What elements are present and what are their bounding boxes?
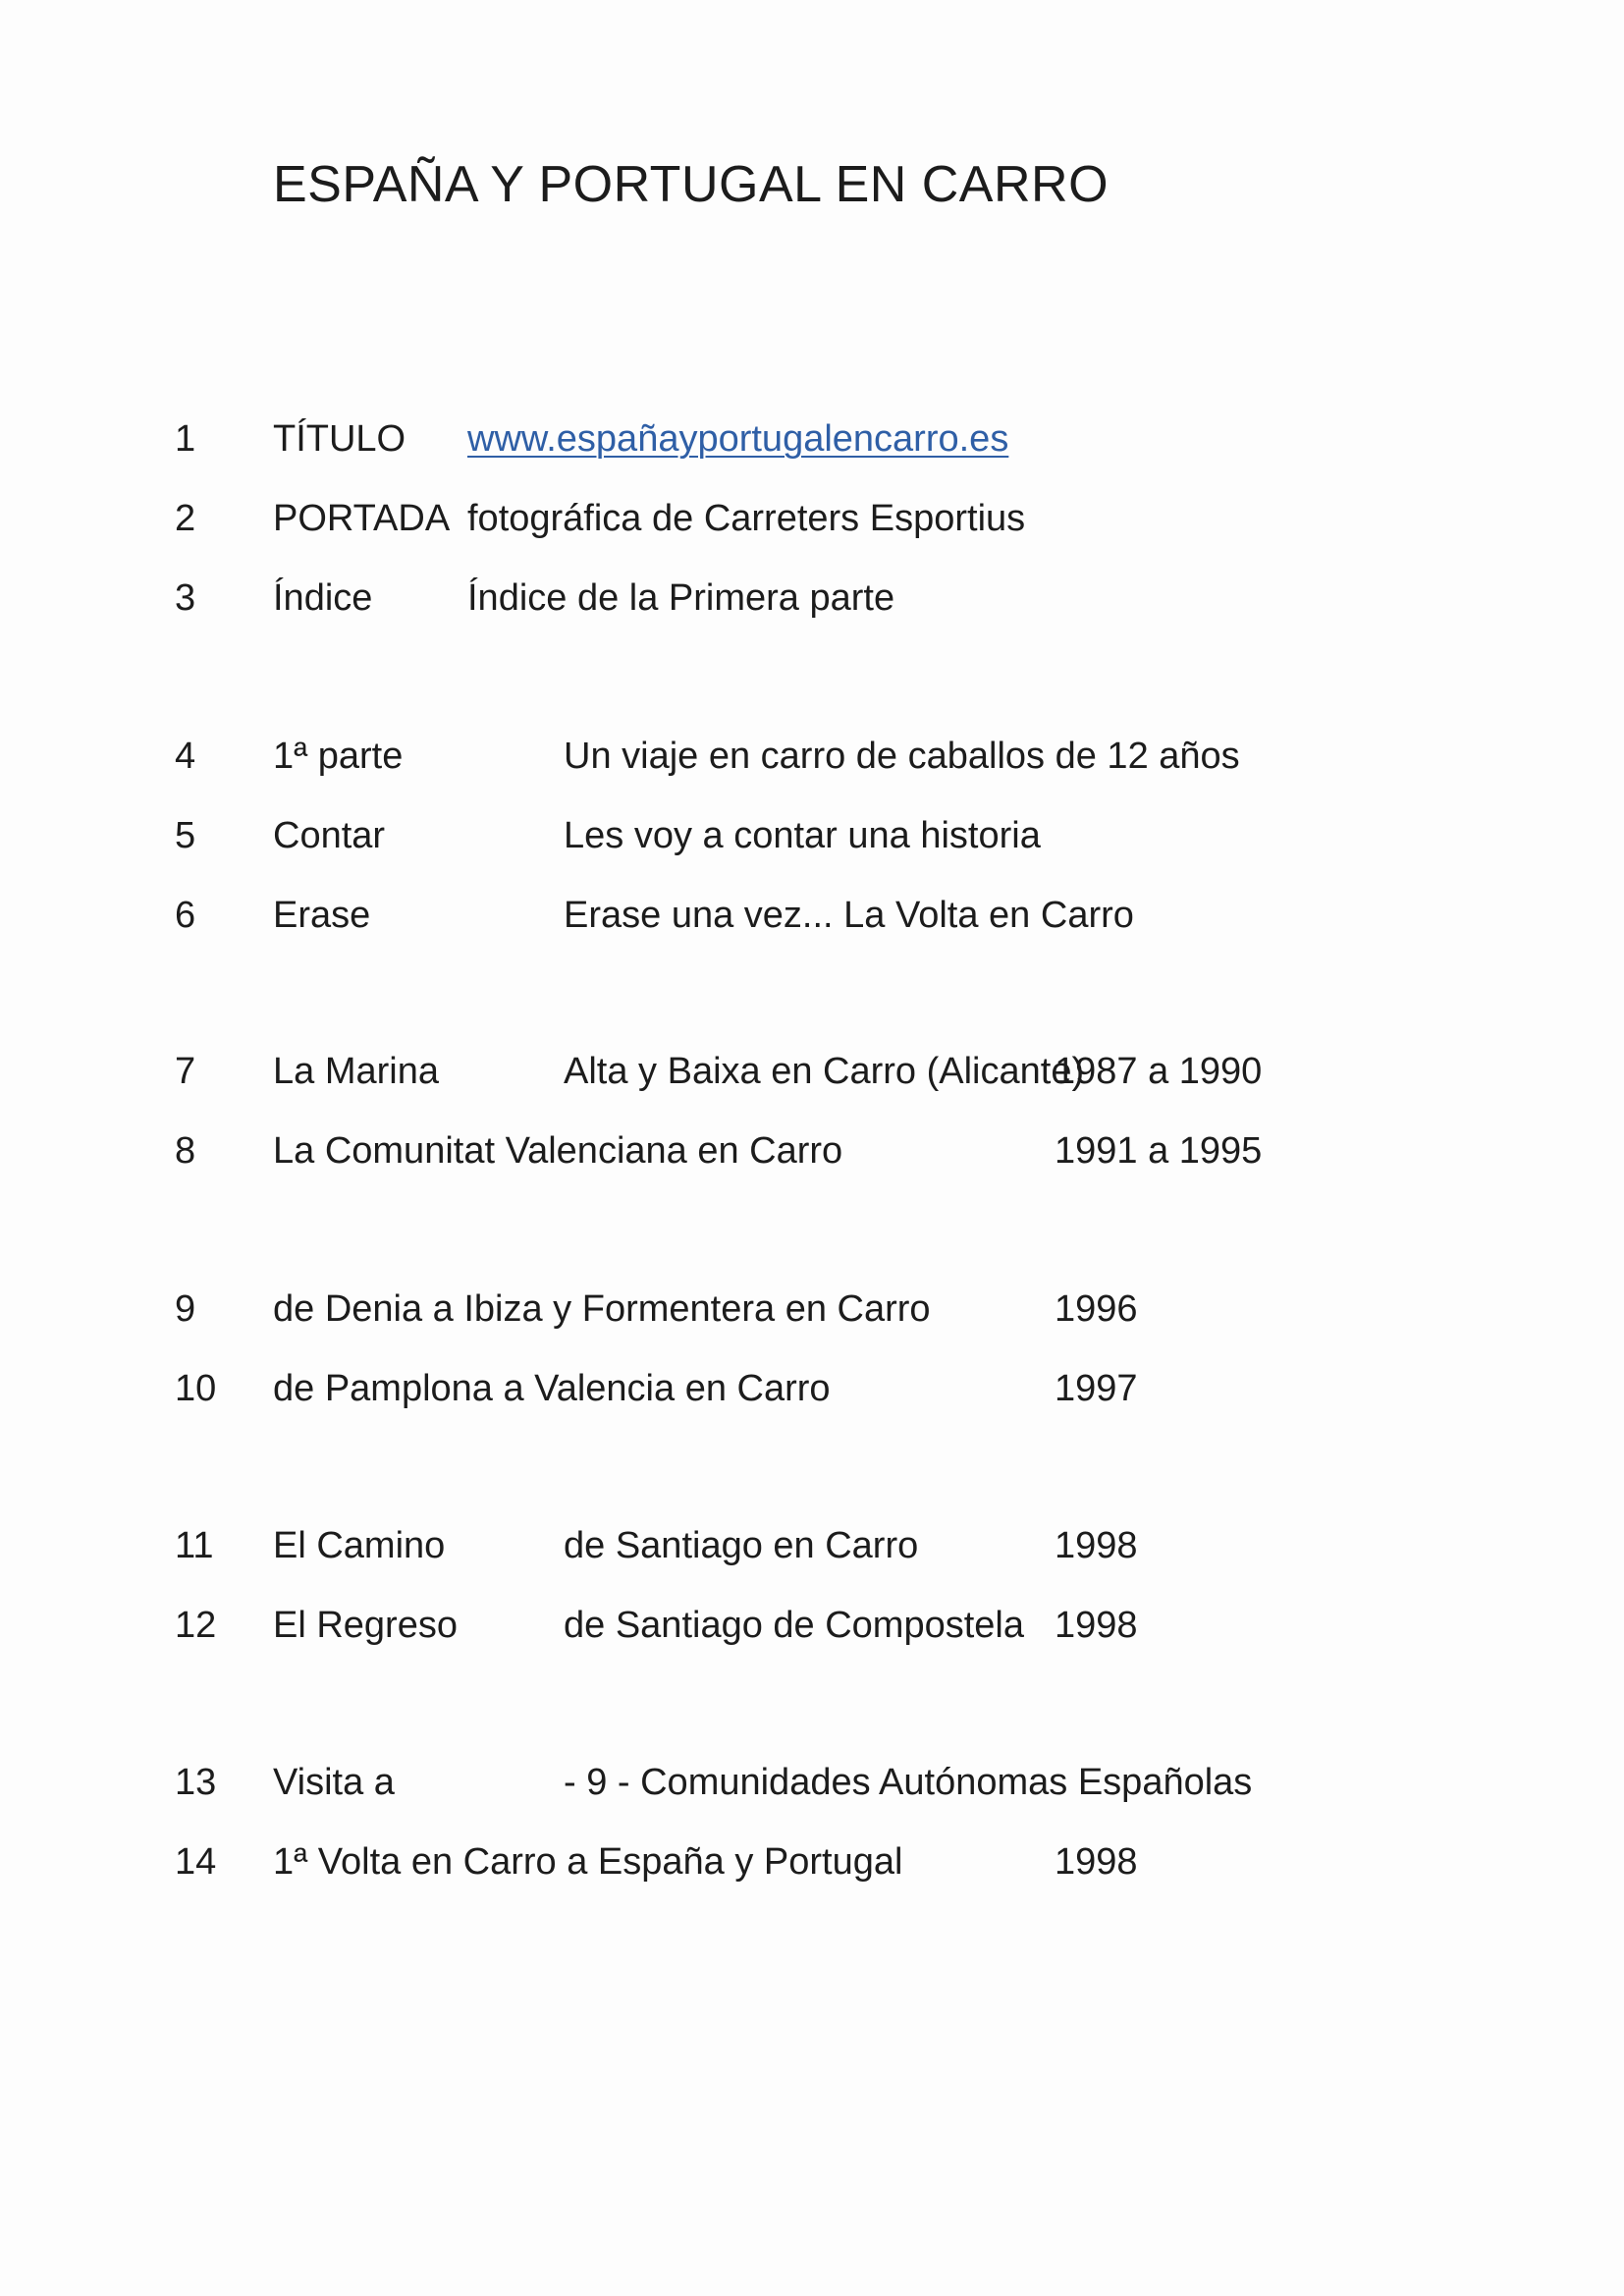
row-description: Un viaje en carro de caballos de 12 años bbox=[564, 736, 1240, 777]
row-description: fotográfica de Carreters Esportius bbox=[467, 498, 1026, 539]
row-description: Les voy a contar una historia bbox=[564, 815, 1041, 856]
row-years: 1996 bbox=[1055, 1288, 1138, 1330]
row-number: 12 bbox=[175, 1605, 217, 1646]
row-label: Erase bbox=[273, 895, 371, 936]
row-label: Índice bbox=[273, 577, 373, 619]
row-label: de Denia a Ibiza y Formentera en Carro bbox=[273, 1288, 931, 1330]
row-number: 6 bbox=[175, 895, 196, 936]
row-label: TÍTULO bbox=[273, 418, 406, 460]
website-link[interactable]: www.españayportugalencarro.es bbox=[467, 418, 1009, 460]
row-number: 1 bbox=[175, 418, 196, 460]
row-number: 11 bbox=[175, 1525, 214, 1566]
row-number: 13 bbox=[175, 1762, 217, 1803]
row-label: 1ª Volta en Carro a España y Portugal bbox=[273, 1841, 903, 1883]
row-years: 1987 a 1990 bbox=[1055, 1051, 1263, 1092]
row-description: Erase una vez... La Volta en Carro bbox=[564, 895, 1134, 936]
row-years: 1991 a 1995 bbox=[1055, 1130, 1263, 1172]
row-label: El Regreso bbox=[273, 1605, 458, 1646]
row-description: de Santiago de Compostela bbox=[564, 1605, 1024, 1646]
row-description: de Santiago en Carro bbox=[564, 1525, 919, 1566]
row-years: 1998 bbox=[1055, 1525, 1138, 1566]
row-label: de Pamplona a Valencia en Carro bbox=[273, 1368, 831, 1409]
row-label: PORTADA bbox=[273, 498, 451, 539]
row-number: 8 bbox=[175, 1130, 196, 1172]
row-number: 2 bbox=[175, 498, 196, 539]
document-title: ESPAÑA Y PORTUGAL EN CARRO bbox=[273, 156, 1110, 213]
row-label: Visita a bbox=[273, 1762, 395, 1803]
row-number: 9 bbox=[175, 1288, 196, 1330]
row-label: La Comunitat Valenciana en Carro bbox=[273, 1130, 843, 1172]
row-label: El Camino bbox=[273, 1525, 446, 1566]
row-number: 3 bbox=[175, 577, 196, 619]
row-description: - 9 - Comunidades Autónomas Españolas bbox=[564, 1762, 1253, 1803]
row-description: Índice de la Primera parte bbox=[467, 577, 895, 619]
row-years: 1998 bbox=[1055, 1841, 1138, 1883]
row-years: 1998 bbox=[1055, 1605, 1138, 1646]
row-number: 5 bbox=[175, 815, 196, 856]
row-number: 10 bbox=[175, 1368, 217, 1409]
row-description: Alta y Baixa en Carro (Alicante) bbox=[564, 1051, 1085, 1092]
row-label: La Marina bbox=[273, 1051, 439, 1092]
row-number: 7 bbox=[175, 1051, 196, 1092]
row-label: 1ª parte bbox=[273, 736, 404, 777]
row-years: 1997 bbox=[1055, 1368, 1138, 1409]
row-label: Contar bbox=[273, 815, 386, 856]
row-number: 14 bbox=[175, 1841, 217, 1883]
row-number: 4 bbox=[175, 736, 196, 777]
